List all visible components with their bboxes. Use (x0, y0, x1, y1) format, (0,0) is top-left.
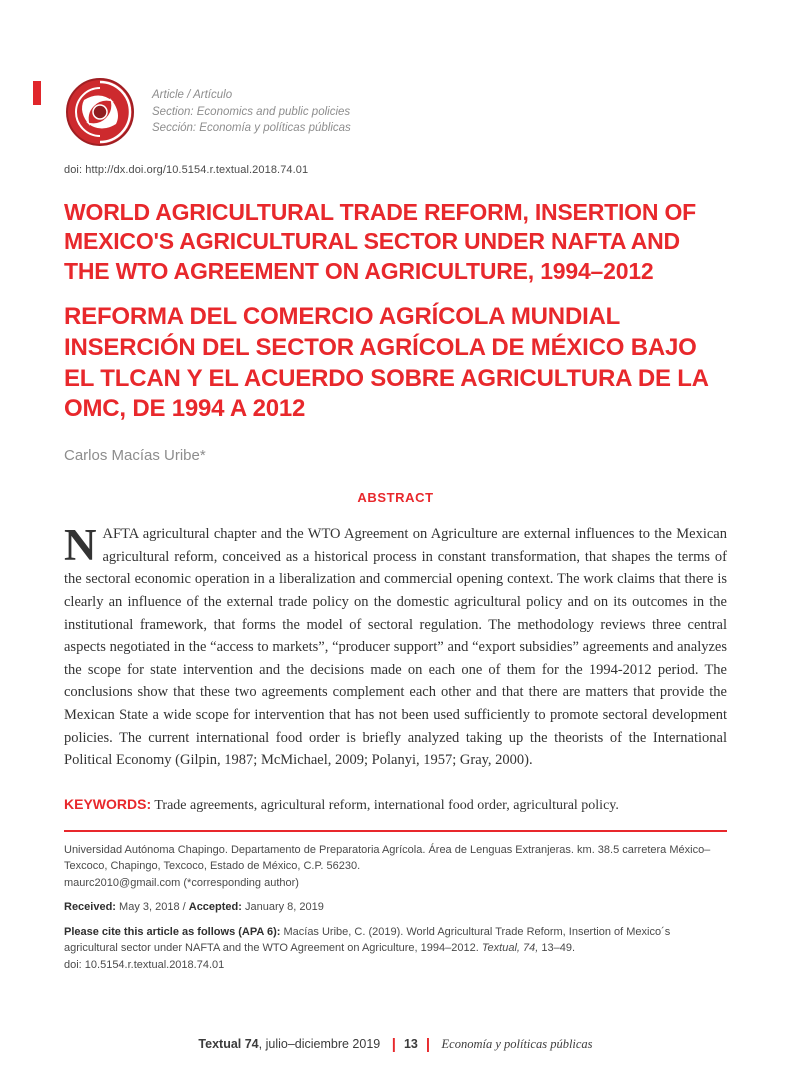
footer-journal-name: Textual 74 (198, 1037, 259, 1051)
email-line (64, 875, 727, 892)
abstract-heading: ABSTRACT (357, 490, 434, 506)
footnotes (64, 842, 727, 974)
accepted-date: January 8, 2019 (241, 901, 324, 914)
footer-divider-right: | (425, 1036, 431, 1053)
keywords-line (64, 796, 727, 814)
footer-page-number: 13 (403, 1037, 418, 1051)
corresponding-author-note: (*corresponding author) (180, 876, 299, 889)
header-meta (152, 87, 351, 137)
page-footer (0, 1035, 791, 1052)
footnote-divider-rule (64, 830, 727, 832)
article-type-line: Article / Artículo (152, 88, 233, 101)
citation-note (64, 924, 727, 974)
affiliation-note: Universidad Autónoma Chapingo. Departamento de Preparatoria Agrícola. Área de Lenguas Extranjeras. km. 38.5 carretera México–Texcoco, Chapingo, Texcoco, Estado de México, C.P. 56230. (64, 843, 711, 873)
footer-journal-issue: , julio–diciembre 2019 (258, 1037, 381, 1051)
citation-pages: 13–49. (538, 942, 575, 955)
received-label: Received: (64, 901, 116, 914)
accepted-label: Accepted: (188, 901, 242, 914)
title-spanish: REFORMA DEL COMERCIO AGRÍCOLA MUNDIAL INSERCIÓN DEL SECTOR AGRÍCOLA DE MÉXICO BAJO EL TLCAN Y EL ACUERDO SOBRE AGRICULTURA DE LA OMC, DE 1994 A 2012 (64, 303, 708, 423)
article-first-page (0, 76, 791, 973)
received-accepted-line (64, 899, 727, 916)
section-line-en: Section: Economics and public policies (152, 105, 351, 118)
journal-logo-icon (64, 76, 136, 148)
abstract-text: AFTA agricultural chapter and the WTO Agreement on Agriculture are external influences to the Mexican agricultural reform, conceived as a historical process in constant transformation, that shapes the terms of the sectoral economic operation in a liberalization and commercial opening context. The work claims that there is clearly an influence of the external trade policy on the domestic agricultural policy and on its outcomes in the institutional framework, that forms the model of sectoral regulation. The methodology reviews three central aspects negotiated in the “access to markets”, “producer support” and “export subsidies” agreements and analyzes the scope for state intervention and the decisions made on each one of them for the 1994-2012 period. The conclusions show that these two agreements complement each other and that there are matters that provide the Mexican State a wide scope for intervention that has not been used sufficiently to promote sectoral development policies. The current international food order is briefly analyzed taking up the theorists of the International Political Economy (Gilpin, 1987; McMichael, 2009; Polanyi, 1957; Gray, 2000). (64, 526, 727, 769)
received-date: May 3, 2018 / (115, 901, 189, 914)
footer-divider-left: | (391, 1036, 396, 1053)
section-line-es: Sección: Economía y políticas públicas (152, 122, 351, 135)
author-name: Carlos Macías Uribe* (64, 447, 206, 465)
title-english: WORLD AGRICULTURAL TRADE REFORM, INSERTION OF MEXICO'S AGRICULTURAL SECTOR UNDER NAFTA AND THE WTO AGREEMENT ON AGRICULTURE, 1994–2012 (64, 199, 696, 284)
abstract-paragraph (64, 520, 727, 772)
page-corner-mark (33, 81, 41, 105)
author-email-link[interactable]: maurc2010@gmail.com (64, 876, 181, 889)
footer-section-name: Economía y políticas públicas (441, 1037, 593, 1051)
abstract-dropcap: N (64, 520, 97, 571)
keywords-label: KEYWORDS: (64, 795, 152, 812)
doi-link[interactable]: doi: http://dx.doi.org/10.5154.r.textual.2018.74.01 (64, 164, 309, 176)
journal-header (64, 76, 727, 148)
citation-journal: Textual, 74, (481, 942, 539, 955)
keywords-text: Trade agreements, agricultural reform, international food order, agricultural policy. (151, 797, 619, 813)
citation-text: Macías Uribe, C. (2019). World Agricultural Trade Reform, Insertion of Mexico´s agricultural sector under NAFTA and the WTO Agreement on Agriculture, 1994–2012. (64, 925, 671, 955)
citation-label: Please cite this article as follows (APA 6): (64, 925, 281, 938)
citation-doi[interactable]: doi: 10.5154.r.textual.2018.74.01 (64, 958, 225, 971)
